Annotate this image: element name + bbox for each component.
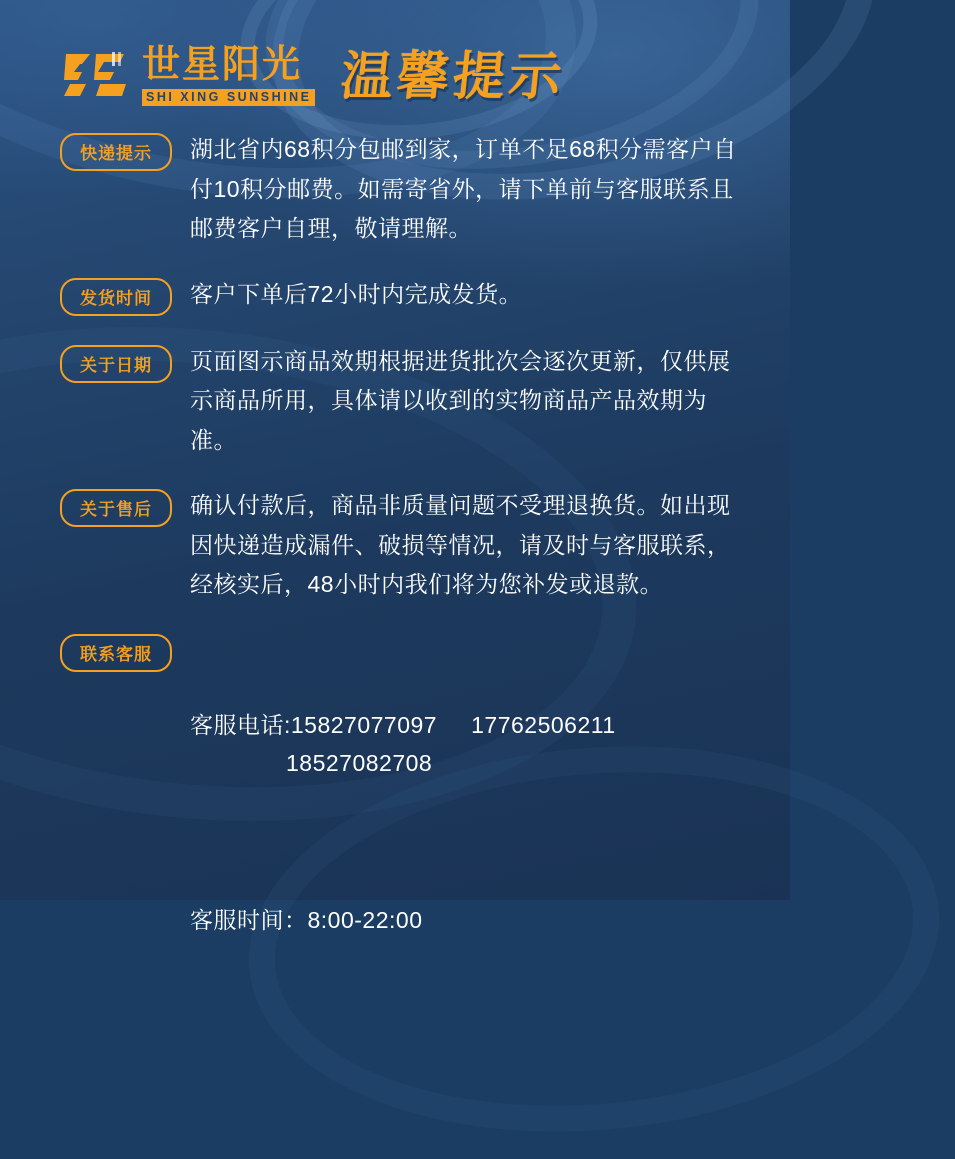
section-tag: 联系客服 <box>60 634 172 672</box>
notice-section-contact <box>60 631 746 978</box>
hours-value: 8:00-22:00 <box>307 907 423 934</box>
section-tag: 关于售后 <box>60 489 172 527</box>
hours-label: 客服时间： <box>190 907 308 934</box>
section-tag: 快递提示 <box>60 133 172 171</box>
notice-section-shipping-tip <box>60 130 746 249</box>
brand-name-en: SHI XING SUNSHINE <box>142 89 315 106</box>
phone-number-3: 18527082708 <box>286 749 433 776</box>
section-tag: 关于日期 <box>60 345 172 383</box>
section-text: 客户下单后72小时内完成发货。 <box>190 280 523 307</box>
section-tag: 发货时间 <box>60 278 172 316</box>
contact-details <box>190 631 746 978</box>
notice-content <box>0 96 790 978</box>
brand-name-cn: 世星阳光 <box>142 43 303 86</box>
notice-section-after-sales <box>60 486 746 605</box>
notice-section-expiry-date <box>60 342 746 461</box>
sg-monogram-logo-icon <box>60 50 132 102</box>
page-title: 温馨提示 <box>338 47 569 107</box>
phone-label: 客服电话: <box>190 711 291 738</box>
phone-number-2: 17762506211 <box>471 711 616 738</box>
contact-phone-line <box>190 669 746 821</box>
poster-header <box>0 0 790 107</box>
phone-number-1: 15827077097 <box>290 711 438 738</box>
section-text: 湖北省内68积分包邮到家，订单不足68积分需客户自付10积分邮费。如需寄省外，请下单前与客服联系且邮费客户自理，敬请理解。 <box>190 136 737 242</box>
section-text: 确认付款后，商品非质量问题不受理退换货。如出现因快递造成漏件、破损等情况，请及时与客服联系，经核实后，48小时内我们将为您补发或退款。 <box>190 492 731 598</box>
contact-hours-line <box>190 865 746 941</box>
section-text: 页面图示商品效期根据进货批次会逐次更新，仅供展示商品所用，具体请以收到的实物商品产品效期为准。 <box>190 347 731 453</box>
notice-section-dispatch-time <box>60 275 746 316</box>
